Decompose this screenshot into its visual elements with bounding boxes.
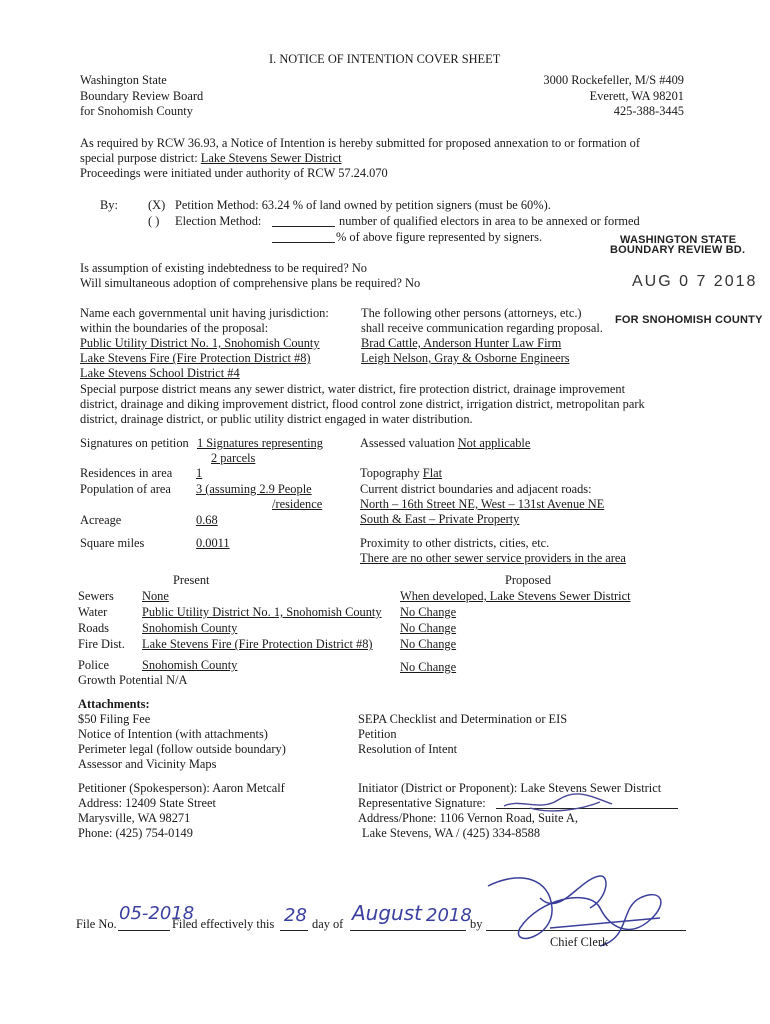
topography-label: Topography: [360, 466, 423, 480]
topography-value: Flat: [422, 466, 443, 480]
filing-month: August: [352, 901, 422, 925]
left-header: [80, 73, 203, 120]
day-of-label: day of: [312, 917, 344, 931]
service-proposed: No Change: [400, 621, 457, 635]
election-blank-2: % of above figure represented by signers.: [336, 230, 543, 244]
population-value: 3 (assuming 2.9 People: [196, 482, 312, 496]
service-label: Roads: [78, 621, 109, 635]
service-present: Snohomish County: [142, 658, 238, 672]
petitioner-name: Petitioner (Spokesperson): Aaron Metcalf: [78, 781, 285, 795]
election-checkbox[interactable]: ( ): [148, 214, 160, 228]
attachment-item: Perimeter legal (follow outside boundary): [78, 742, 286, 756]
service-proposed: When developed, Lake Stevens Sewer District: [400, 589, 631, 603]
file-no-label: File No.: [76, 917, 117, 931]
service-proposed: No Change: [400, 605, 457, 619]
petition-checkbox[interactable]: (X): [148, 198, 166, 212]
question-comprehensive-plans: Will simultaneous adoption of comprehensive plans be required? No: [80, 276, 421, 290]
present-header: Present: [173, 573, 210, 587]
attachment-item: Notice of Intention (with attachments): [78, 727, 268, 741]
assessed-valuation: [360, 436, 530, 452]
stamp-date: AUG 0 7 2018: [632, 273, 758, 290]
service-label: Fire Dist.: [78, 637, 125, 651]
stamp-line-3: FOR SNOHOMISH COUNTY: [615, 314, 763, 326]
signatures-value: 1 Signatures representing: [197, 436, 323, 450]
right-header-line: 3000 Rockefeller, M/S #409: [543, 73, 684, 87]
assessed-value: Not applicable: [457, 436, 531, 450]
intro-line-2: [80, 151, 342, 167]
blank-line: [118, 930, 170, 931]
jurisdiction-label-1: Name each governmental unit having jurisdiction:: [80, 306, 329, 320]
election-blank-1: number of qualified electors in area to be annexed or formed: [339, 214, 640, 228]
square-miles-label: Square miles: [80, 536, 145, 550]
attachment-item: Petition: [358, 727, 397, 741]
intro-prefix: special purpose district:: [80, 151, 201, 165]
special-purpose-line: district, drainage and diking improvement district, flood control zone district, irrigation district, metropolitan park: [80, 397, 645, 411]
jurisdiction-unit: Public Utility District No. 1, Snohomish County: [80, 336, 320, 350]
jurisdiction-unit: Lake Stevens Fire (Fire Protection District #8): [80, 351, 311, 365]
by-label: By:: [100, 198, 118, 212]
by-label: by: [470, 917, 483, 931]
boundaries-line: North – 16th Street NE, West – 131st Avenue NE: [360, 497, 605, 511]
boundaries-line: South & East – Private Property: [360, 512, 520, 526]
boundaries-label: Current district boundaries and adjacent roads:: [360, 482, 592, 496]
attachment-item: Assessor and Vicinity Maps: [78, 757, 217, 771]
file-no-value: 05-2018: [119, 903, 195, 924]
filing-year: 2018: [426, 905, 472, 926]
stamp-line-2: BOUNDARY REVIEW BD.: [610, 244, 746, 256]
service-present: None: [142, 589, 169, 603]
attachment-item: SEPA Checklist and Determination or EIS: [358, 712, 568, 726]
service-label: Water: [78, 605, 108, 619]
residences-value: 1: [196, 466, 203, 480]
petitioner-city: Marysville, WA 98271: [78, 811, 191, 825]
chief-clerk-label: Chief Clerk: [550, 935, 609, 949]
proximity-value: There are no other sewer service providers in the area: [360, 551, 626, 565]
blank-line: [350, 930, 466, 931]
service-present: Public Utility District No. 1, Snohomish County: [142, 605, 382, 619]
special-purpose-line: Special purpose district means any sewer district, water district, fire protection district, drainage improvement: [80, 382, 626, 396]
contacts-label-2: shall receive communication regarding proposal.: [361, 321, 603, 335]
attachment-item: Resolution of Intent: [358, 742, 458, 756]
question-indebtedness: Is assumption of existing indebtedness to be required? No: [80, 261, 367, 275]
proposed-header: Proposed: [505, 573, 552, 587]
topography: [360, 466, 442, 482]
residences-label: Residences in area: [80, 466, 173, 480]
jurisdiction-unit: Lake Stevens School District #4: [80, 366, 240, 380]
intro-line-3: Proceedings were initiated under authority of RCW 57.24.070: [80, 166, 388, 180]
left-header-line: Washington State: [80, 73, 167, 87]
proximity-label: Proximity to other districts, cities, etc.: [360, 536, 550, 550]
right-header: [543, 73, 684, 120]
filing-day: 28: [284, 905, 307, 926]
right-header-line: 425-388-3445: [613, 104, 684, 118]
clerk-signature: [480, 868, 680, 968]
signatures-parcels: 2 parcels: [211, 451, 256, 465]
population-label: Population of area: [80, 482, 171, 496]
signatures-label: Signatures on petition: [80, 436, 189, 450]
service-present: Snohomish County: [142, 621, 238, 635]
filed-effectively-label: Filed effectively this: [172, 917, 275, 931]
service-present: Lake Stevens Fire (Fire Protection District #8): [142, 637, 373, 651]
contact-person: Leigh Nelson, Gray & Osborne Engineers: [361, 351, 570, 365]
acreage-value: 0.68: [196, 513, 218, 527]
blank-line: [272, 242, 335, 243]
intro-district: Lake Stevens Sewer District: [200, 151, 342, 165]
service-label: Police: [78, 658, 109, 672]
service-label: Sewers: [78, 589, 114, 603]
initiator-name: Initiator (District or Proponent): Lake Stevens Sewer District: [358, 781, 662, 795]
special-purpose-line: district, drainage district, or public utility district engaged in water distribution.: [80, 412, 473, 426]
petitioner-address: Address: 12409 State Street: [78, 796, 216, 810]
left-header-line: Boundary Review Board: [80, 88, 204, 103]
stamp-line-1: WASHINGTON STATE: [620, 234, 737, 246]
page-title: I. NOTICE OF INTENTION COVER SHEET: [269, 52, 501, 66]
growth-potential: Growth Potential N/A: [78, 673, 188, 687]
jurisdiction-label-2: within the boundaries of the proposal:: [80, 321, 269, 335]
service-proposed: No Change: [400, 637, 457, 651]
left-header-line: for Snohomish County: [80, 104, 193, 118]
attachments-header: Attachments:: [78, 697, 150, 711]
service-proposed: No Change: [400, 660, 457, 674]
attachment-item: $50 Filing Fee: [78, 712, 151, 726]
petitioner-phone: Phone: (425) 754-0149: [78, 826, 193, 840]
right-header-line: Everett, WA 98201: [589, 88, 684, 103]
blank-line: [272, 226, 335, 227]
election-method-label: Election Method:: [175, 214, 262, 228]
blank-line: [280, 930, 308, 931]
square-miles-value: 0.0011: [196, 536, 230, 550]
initiator-address: Address/Phone: 1106 Vernon Road, Suite A,: [358, 811, 578, 825]
initiator-city-phone: Lake Stevens, WA / (425) 334-8588: [362, 826, 541, 840]
population-per-residence: /residence: [272, 497, 323, 511]
contact-person: Brad Cattle, Anderson Hunter Law Firm: [361, 336, 562, 350]
representative-signature-label: Representative Signature:: [358, 796, 486, 810]
acreage-label: Acreage: [80, 513, 122, 527]
petition-method: Petition Method: 63.24 % of land owned by petition signers (must be 60%).: [175, 198, 551, 212]
contacts-label-1: The following other persons (attorneys, etc.): [361, 306, 582, 320]
assessed-label: Assessed valuation: [360, 436, 458, 450]
intro-line-1: As required by RCW 36.93, a Notice of Intention is hereby submitted for proposed annexation to or formation of: [80, 136, 640, 150]
